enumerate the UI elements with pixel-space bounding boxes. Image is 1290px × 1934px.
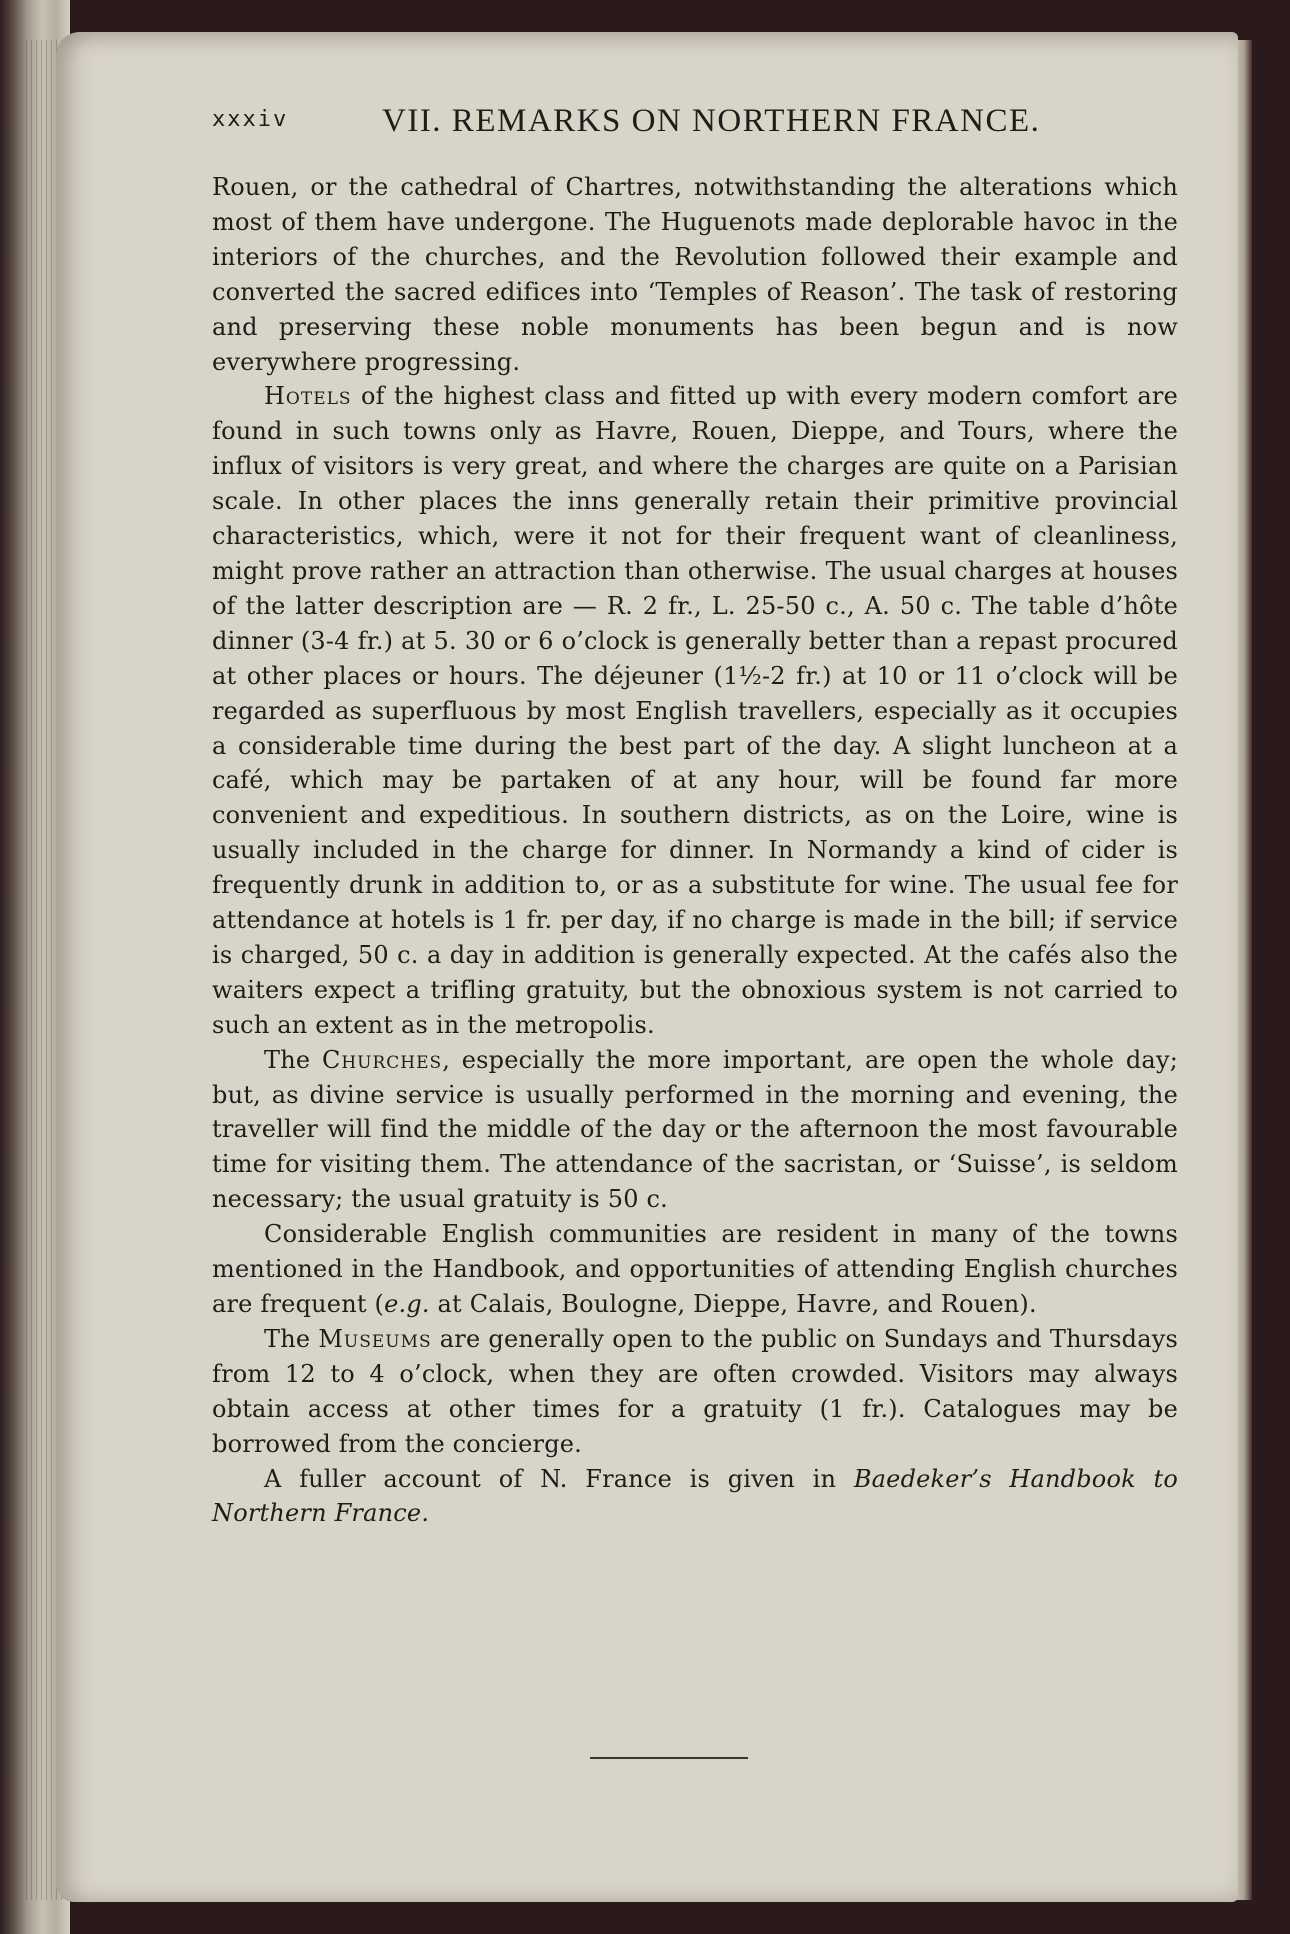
- running-title: VII. REMARKS ON NORTHERN FRANCE.: [382, 103, 1041, 139]
- handbook-reference: Baedeker’s Handbook to Northern France.: [212, 1464, 1178, 1528]
- communities-text-pre: Considerable English communities are resident in many of the towns mentioned in the Handbook, and opportunities of attending English churches are frequent (: [212, 1220, 1178, 1318]
- communities-eg: e.g.: [384, 1290, 430, 1318]
- hotels-heading: Hotels: [264, 382, 352, 411]
- fuller-account-text: A fuller account of N. France is given in: [264, 1464, 854, 1493]
- hotels-text: of the highest class and fitted up with every modern comfort are found in such towns only as Havre, Rouen, Dieppe, and Tours, where the influx of visitors is very great, and where the charges are quite on a Parisian scale. In other places the inns generally retain their primitive provincial characteristics, which, were it not for their frequent want of cleanliness, might prove rather an attraction than otherwise. The usual charges at houses of the latter description are — R. 2 fr., L. 25-50 c., A. 50 c. The table d’hôte dinner (3-4 fr.) at 5. 30 or 6 o’clock is generally better than a repast procured at other places or hours. The déjeuner (1½-2 fr.) at 10 or 11 o’clock will be regarded as superfluous by most English travellers, especially as it occupies a considerable time during the best part of the day. A slight luncheon at a café, which may be partaken of at any hour, will be found far more convenient and expeditious. In southern districts, as on the Loire, wine is usually included in the charge for dinner. In Normandy a kind of cider is frequently drunk in addition to, or as a substitute for wine. The usual fee for attendance at hotels is 1 fr. per day, if no charge is made in the bill; if service is charged, 50 c. a day in addition is generally expected. At the cafés also the waiters expect a trifling gratuity, but the obnoxious system is not carried to such an extent as in the metropolis.: [212, 382, 1178, 1039]
- museums-text: are generally open to the public on Sundays and Thursdays from 12 to 4 o’clock, when they are often crowded. Visitors may always obtain access at other times for a gratuity (1 fr.). Catalogues may be borrowed from the concierge.: [212, 1324, 1178, 1458]
- churches-lead: The: [264, 1045, 322, 1074]
- communities-text-post: at Calais, Boulogne, Dieppe, Havre, and Rouen).: [429, 1290, 1037, 1318]
- museums-lead: The: [264, 1324, 319, 1353]
- museums-heading: Museums: [318, 1324, 432, 1353]
- churches-text: , especially the more important, are open the whole day; but, as divine service is usually performed in the morning and evening, the traveller will find the middle of the day or the afternoon the most favourable time for visiting them. The attendance of the sacristan, or ‘Suisse’, is seldom necessary; the usual gratuity is 50 c.: [212, 1045, 1178, 1214]
- section-end-rule: [590, 1757, 748, 1759]
- paragraph-hotels: [212, 379, 1178, 1042]
- paragraph-churches: [212, 1043, 1178, 1218]
- page-header: [212, 103, 1062, 139]
- paragraph-communities: [212, 1217, 1178, 1322]
- body-text: [212, 170, 1178, 1531]
- churches-heading: Churches: [321, 1045, 443, 1074]
- paragraph-1: Rouen, or the cathedral of Chartres, notwithstanding the alterations which most of them have undergone. The Huguenots made deplorable havoc in the interiors of the churches, and the Revolution followed their example and converted the sacred edifices into ‘Temples of Reason’. The task of restoring and preserving these noble monuments has been begun and is now everywhere progressing.: [212, 173, 1178, 376]
- paragraph-fuller-account: [212, 1462, 1178, 1532]
- paragraph-museums: [212, 1322, 1178, 1462]
- page-number: xxxiv: [212, 107, 289, 132]
